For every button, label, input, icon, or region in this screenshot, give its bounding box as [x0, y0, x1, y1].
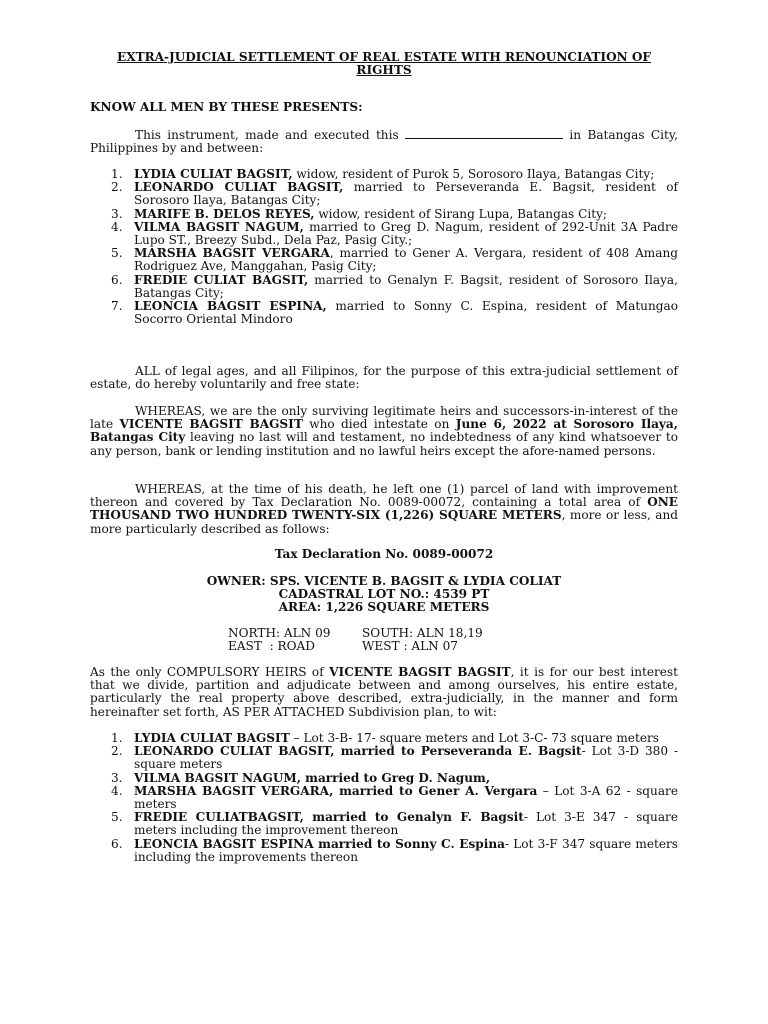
whereas-heirs-paragraph: WHEREAS, we are the only surviving legitimate heirs and successors-in-interest of the late VICENTE BAGSIT BAGSIT who died intestate on June 6, 2022 at Sorosoro Ilaya, Batangas City leaving no last will and testament, no indebtedness of any kind whatsoever to any person, bank or lending institution and no lawful heirs except the afore-named persons. [90, 404, 678, 458]
shares-list [90, 732, 678, 864]
boundary-north: NORTH: ALN 09 [228, 626, 331, 640]
tax-declaration-heading: Tax Declaration No. 0089-00072 [274, 547, 494, 561]
intro-text-before: This instrument, made and executed this [135, 128, 399, 142]
boundaries-table [228, 627, 483, 653]
boundary-west: WEST : ALN 07 [362, 639, 458, 654]
list-item: 1. LYDIA CULIAT BAGSIT, widow, resident of Purok 5, Sorosoro Ilaya, Batangas City; [111, 167, 655, 181]
boundary-east: EAST : ROAD [228, 639, 315, 654]
list-item: 4. MARSHA BAGSIT VERGARA, married to Gener A. Vergara – Lot 3-A 62 - square meters [111, 783, 678, 812]
know-all-men-heading: KNOW ALL MEN BY THESE PRESENTS: [90, 100, 363, 114]
list-item: 2. LEONARDO CULIAT BAGSIT, married to Perseveranda E. Bagsit, resident of Sorosoro Ilaya, Batangas City; [111, 180, 678, 208]
property-area: AREA: 1,226 SQUARE METERS [278, 600, 490, 614]
intro-text-after: in Batangas City, Philippines by and between: [90, 128, 678, 156]
list-item: 5. FREDIE CULIATBAGSIT, married to Genalyn F. Bagsit- Lot 3-E 347 - square meters including the improvement thereon [111, 810, 678, 838]
list-item: 6. FREDIE CULIAT BAGSIT, married to Genalyn F. Bagsit, resident of Sorosoro Ilaya, Batangas City; [111, 272, 678, 300]
whereas-property-paragraph: WHEREAS, at the time of his death, he left one (1) parcel of land with improvement thereon and covered by Tax Declaration No. 0089-00072, containing a total area of ONE THOUSAND TWO HUNDRED TWENTY-SIX (1,226) SQUARE METERS, more or less, and more particularly described as follows: [90, 482, 678, 536]
list-item: 3. MARIFE B. DELOS REYES, widow, resident of Sirang Lupa, Batangas City; [111, 206, 607, 221]
compulsory-heirs-paragraph: As the only COMPULSORY HEIRS of VICENTE BAGSIT BAGSIT, it is for our best interest that we divide, partition and adjudicate between and among ourselves, his entire estate, particularly the real property above described, extra-judicially, in the manner and form hereinafter set forth, AS PER ATTACHED Subdivision plan, to wit: [90, 665, 679, 719]
boundary-south: SOUTH: ALN 18,19 [362, 626, 483, 640]
list-item: 3. VILMA BAGSIT NAGUM, married to Greg D. Nagum, [111, 770, 491, 785]
intro-paragraph [90, 128, 678, 155]
list-item: 1. LYDIA CULIAT BAGSIT – Lot 3-B- 17- square meters and Lot 3-C- 73 square meters [111, 731, 659, 745]
list-item: 6. LEONCIA BAGSIT ESPINA married to Sonny C. Espina- Lot 3-F 347 square meters including the improvements thereon [111, 836, 678, 864]
legal-ages-paragraph: ALL of legal ages, and all Filipinos, for the purpose of this extra-judicial settlement of estate, do hereby voluntarily and free state: [90, 364, 678, 392]
date-blank-line [405, 128, 563, 139]
list-item: 2. LEONARDO CULIAT BAGSIT, married to Perseveranda E. Bagsit- Lot 3-D 380 - square meters [111, 744, 678, 772]
list-item: 7. LEONCIA BAGSIT ESPINA, married to Sonny C. Espina, resident of Matungao Socorro Oriental Mindoro [111, 299, 678, 327]
list-item: 4. VILMA BAGSIT NAGUM, married to Greg D. Nagum, resident of 292-Unit 3A Padre Lupo ST., Breezy Subd., Dela Paz, Pasig City.; [111, 219, 678, 248]
property-owner: OWNER: SPS. VICENTE B. BAGSIT & LYDIA COLIAT [206, 574, 562, 588]
parties-list [90, 168, 678, 326]
document-title: EXTRA-JUDICIAL SETTLEMENT OF REAL ESTATE WITH RENOUNCIATION OF RIGHTS [116, 50, 651, 78]
cadastral-lot: CADASTRAL LOT NO.: 4539 PT [278, 587, 490, 601]
list-item: 5. MARSHA BAGSIT VERGARA, married to Gener A. Vergara, resident of 408 Amang Rodriguez Ave, Manggahan, Pasig City; [111, 246, 679, 274]
